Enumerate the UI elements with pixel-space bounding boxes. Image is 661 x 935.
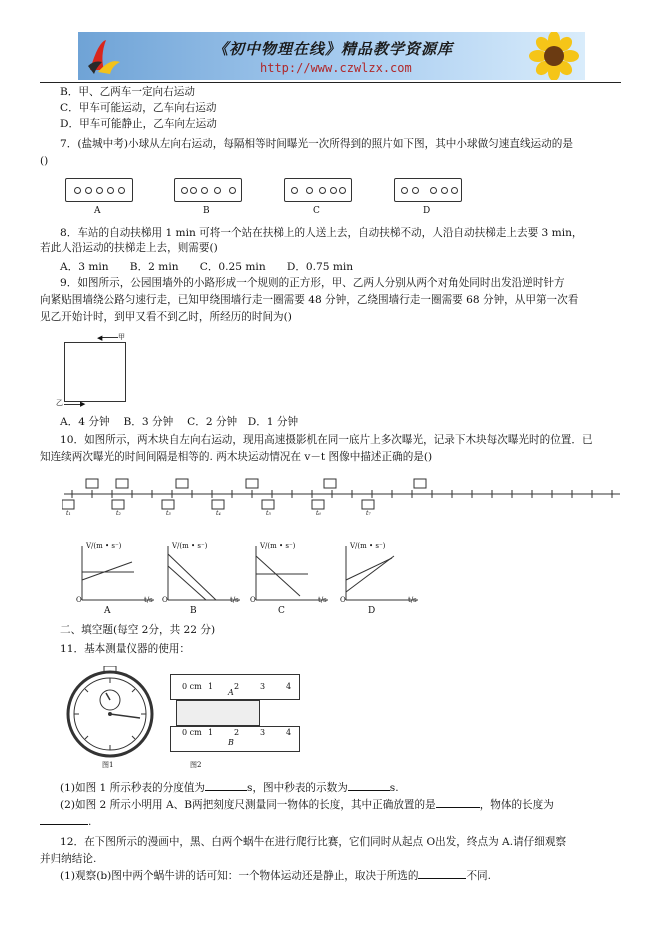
q10-graph-a: V/(m • s⁻) O t/s A	[76, 542, 153, 616]
q10-label-d: D	[368, 606, 376, 616]
q11-sub1: (1)如图 1 所示秒表的分度值为 s，图中秒表的示数为 s.	[60, 782, 399, 794]
header-banner	[78, 32, 585, 80]
q11-sub2-end: .	[40, 816, 91, 829]
q10-label-a: A	[104, 606, 111, 616]
q10-time-label: t₆	[316, 510, 321, 517]
q10-label-b: B	[190, 606, 197, 616]
q10-graph-b: V/(m • s⁻) O t/s B	[162, 542, 239, 616]
q12-line2: 并归纳结论.	[40, 853, 97, 865]
q10-time-label: t₇	[366, 510, 371, 517]
q7-line1: 7．(盐城中考)小球从左向右运动，每隔相等时间曝光一次所得到的照片如下图，其中小球做匀速直线运动的是	[60, 138, 573, 150]
q9-line2: 向紧贴围墙绕公路匀速行走，已知甲绕围墙行走一圈需要 48 分钟，乙绕围墙行走一圈需要 68 分钟，从甲第一次看	[40, 294, 579, 306]
q8-line2: 若此人沿运动的扶梯走上去，则需要()	[40, 242, 218, 254]
q7-label-c: C	[313, 206, 320, 216]
q8-line1: 8．车站的自动扶梯用 1 min 可将一个站在扶梯上的人送上去，自动扶梯不动，人沿自动扶梯走上去要 3 min，	[60, 227, 583, 239]
q7-label-d: D	[423, 206, 431, 216]
q10-time-label: t₅	[266, 510, 271, 517]
q11-sub2: (2)如图 2 所示小明用 A、B两把刻度尺测量同一物体的长度，其中正确放置的是 ，物体的长度为	[60, 799, 554, 811]
q6-option-b: B．甲、乙两车一定向右运动	[60, 86, 195, 98]
q10-time-label: t₁	[66, 510, 71, 517]
q7-label-a: A	[94, 206, 101, 216]
q7-label-b: B	[203, 206, 210, 216]
q12-line1: 12．在下图所示的漫画中，黑、白两个蜗牛在进行爬行比赛，它们同时从起点 O出发，终点为 A.请仔细观察	[60, 836, 567, 848]
q10-line2: 知连续两次曝光的时间间隔是相等的. 两木块运动情况在 v－t 图像中描述正确的是()	[40, 451, 433, 463]
q7-box-a	[65, 178, 133, 202]
q10-graph-c: V/(m • s⁻) O t/s C	[250, 542, 327, 616]
q11-line1: 11．基本测量仪器的使用：	[60, 643, 191, 655]
q10-line1: 10．如图所示，两木块自左向右运动，现用高速摄影机在同一底片上多次曝光，记录下木块每次曝光时的位置．已	[60, 434, 593, 446]
sunflower-icon	[523, 32, 585, 80]
q7-box-d	[394, 178, 462, 202]
header-rule	[40, 82, 621, 83]
q9-label-yi: 乙	[56, 399, 63, 407]
q10-time-label: t₃	[166, 510, 171, 517]
q7-line2: ()	[40, 155, 49, 167]
section-2-title: 二、填空题(每空 2分，共 22 分)	[60, 624, 216, 636]
q10-time-label: t₄	[216, 510, 221, 517]
logo-icon	[84, 36, 124, 76]
fig2-caption: 图2	[190, 761, 202, 769]
q10-label-c: C	[278, 606, 285, 616]
ruler-figure: 0 cm 1 2 3 4 A 0 cm 1 2 3 4 B 图2	[168, 668, 304, 772]
q7-figures	[60, 173, 480, 223]
banner-url[interactable]: http://www.czwlzx.com	[260, 61, 412, 75]
q6-option-c: C．甲车可能运动，乙车向右运动	[60, 102, 217, 114]
q10-graph-d: V/(m • s⁻) O t/s D	[340, 542, 417, 616]
q8-options: A．3 min B．2 min C．0.25 min D．0.75 min	[60, 261, 354, 273]
stopwatch-figure	[62, 666, 158, 770]
q9-options: A．4 分钟 B．3 分钟 C．2 分钟 D．1 分钟	[60, 416, 299, 428]
fig1-caption: 图1	[102, 761, 114, 769]
q7-box-b	[174, 178, 242, 202]
q9-square-figure: ◀ 甲 ▶ 乙	[56, 333, 125, 408]
q9-label-jia: 甲	[118, 333, 125, 341]
q9-line3: 见乙开始计时，到甲又看不到乙时，所经历的时间为()	[40, 311, 292, 323]
q9-line1: 9．如图所示，公园围墙外的小路形成一个规则的正方形，甲、乙两人分别从两个对角处同时出发沿逆时针方	[60, 277, 565, 289]
q10-time-label: t₂	[116, 510, 121, 517]
q12-sub1: (1)观察(b)图中两个蜗牛讲的话可知：一个物体运动还是静止，取决于所选的 不同.	[60, 870, 492, 882]
q6-option-d: D．甲车可能静止，乙车向左运动	[60, 118, 217, 130]
banner-title: 《初中物理在线》精品教学资源库	[213, 40, 454, 58]
q10-strobe-figure	[62, 470, 622, 518]
q7-box-c	[284, 178, 352, 202]
